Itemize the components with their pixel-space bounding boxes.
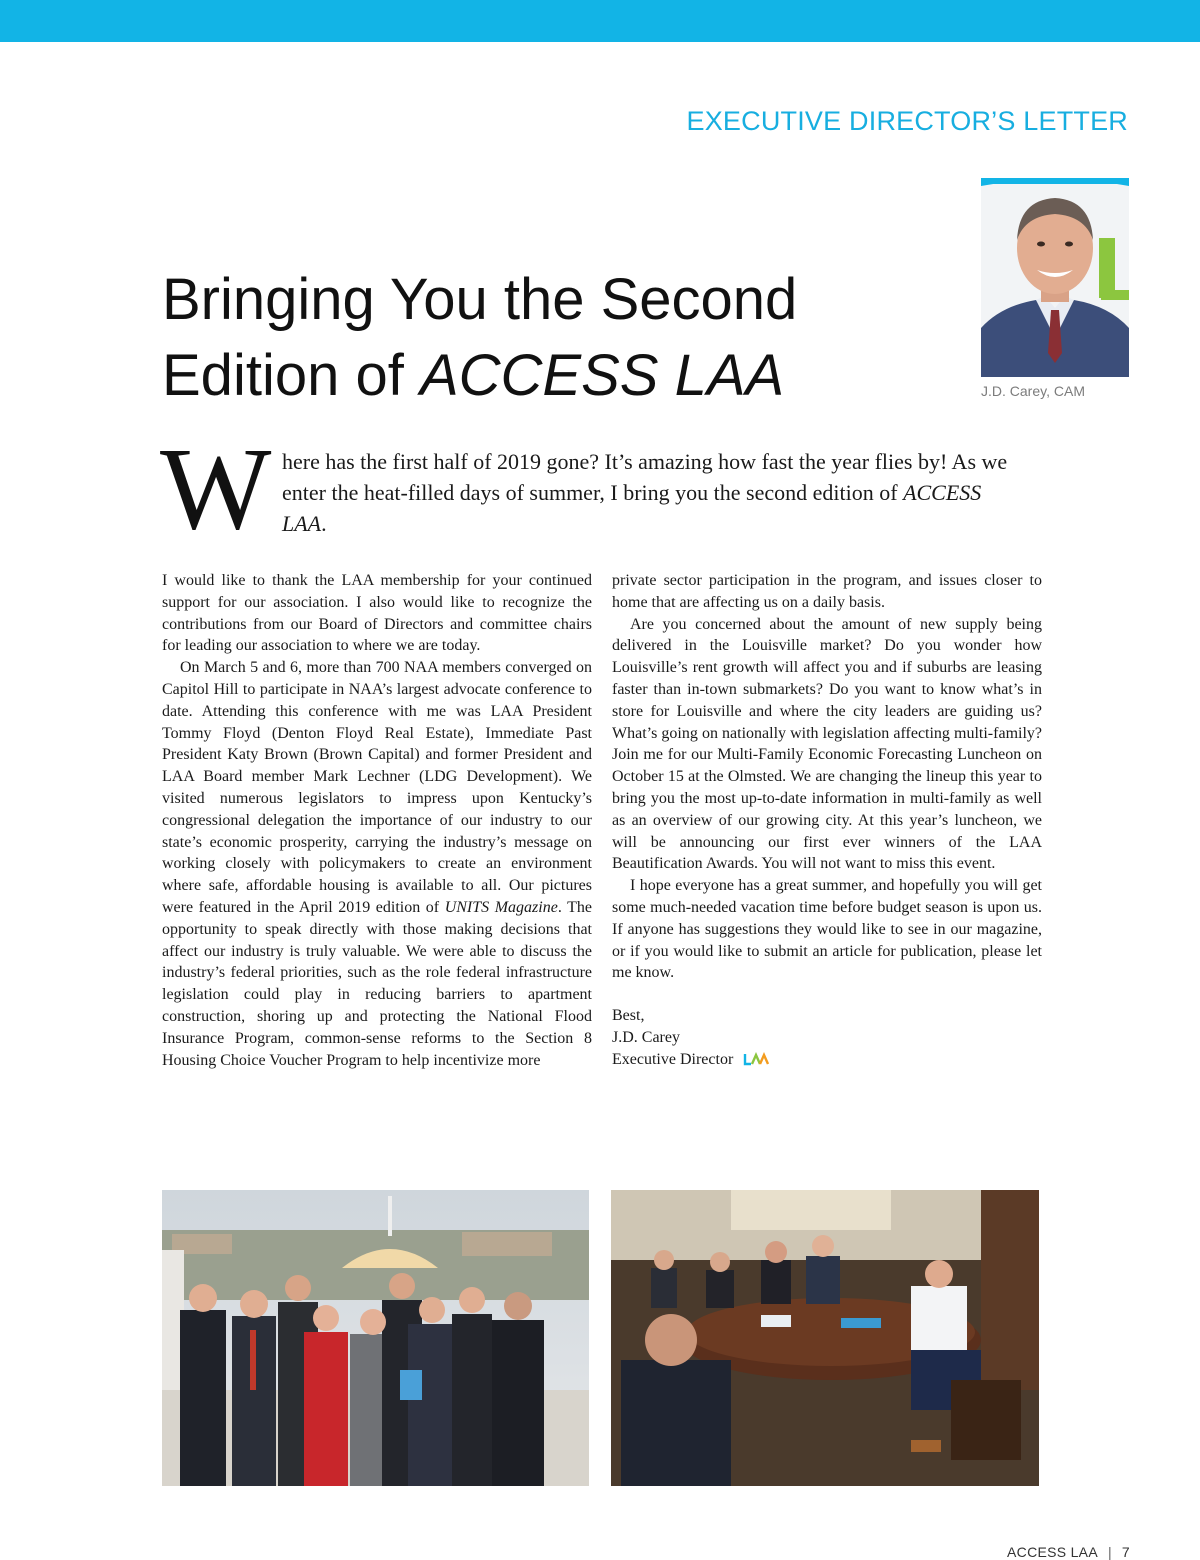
author-portrait bbox=[981, 178, 1129, 377]
section-label: EXECUTIVE DIRECTOR’S LETTER bbox=[686, 106, 1128, 136]
body-paragraph: I hope everyone has a great summer, and hopefully you will get some much-needed vacation time before budget season is upon us. If anyone has suggestions they would like to see in our magazine, or if you would like to submit an article for publication, please let me know. bbox=[612, 877, 1042, 982]
drop-cap: W bbox=[160, 423, 272, 554]
author-portrait-illustration bbox=[981, 178, 1129, 377]
title-publication-name: ACCESS LAA bbox=[419, 343, 785, 408]
legislator-meeting-photo-illustration bbox=[611, 1190, 1039, 1486]
body-text: On March 5 and 6, more than 700 NAA members converged on Capitol Hill to participate in NAA’s largest advocate conference to date. Attending this conference with me was LAA President Tommy Floyd (Denton Floyd Real Estate), Immediate Past President Katy Brown (Brown Capital) and former President and LAA Board member Mark Lechner (LDG Development). We visited numerous legislators to impress upon Kentucky’s congressional delegation the importance of our industry to our state’s economic prosperity, carrying the industry’s message on working closely with policymakers to create an environment where safe, affordable housing is available to all. Our pictures were featured in the April 2019 edition of bbox=[162, 659, 592, 916]
lead-paragraph bbox=[282, 446, 1017, 539]
title-line-1: Bringing You the Second bbox=[162, 267, 798, 332]
body-paragraph: Are you concerned about the amount of new supply being delivered in the Louisville market? Do you wonder how Louisville’s rent growth will affect you and if suburbs are leasing faster than in-town submarkets? Do you want to know what’s in store for Louisville and where the city leaders are guiding us? What’s going on nationally with legislation affecting multi-family? Join me for our Multi-Family Economic Forecasting Luncheon on October 15 at the Olmsted. We are changing the lineup this year to bring you the most up-to-date information in multi-family as well as an overview of our growing city. At this year’s luncheon, we will be announcing our first ever winners of the LAA Beautification Awards. You will not want to miss this event. bbox=[612, 615, 1042, 873]
lead-period: . bbox=[321, 511, 327, 536]
signoff-role-line bbox=[612, 1049, 1042, 1071]
photo-capitol-group bbox=[162, 1190, 589, 1486]
signoff-closing: Best, bbox=[612, 1007, 645, 1025]
portrait-caption: J.D. Carey, CAM bbox=[981, 383, 1085, 399]
signoff-name: J.D. Carey bbox=[612, 1028, 680, 1046]
article-title bbox=[162, 262, 922, 414]
photo-legislator-meeting bbox=[611, 1190, 1039, 1486]
laa-logo-icon bbox=[743, 1052, 771, 1066]
magazine-title: UNITS Magazine bbox=[444, 898, 558, 916]
body-paragraph bbox=[162, 657, 592, 1071]
capitol-group-photo-illustration bbox=[162, 1190, 589, 1486]
footer-publication: ACCESS LAA bbox=[1007, 1544, 1098, 1560]
body-column-left bbox=[162, 570, 592, 1071]
title-line-2-prefix: Edition of bbox=[162, 343, 420, 408]
signoff-role: Executive Director bbox=[612, 1050, 734, 1068]
body-paragraph: private sector participation in the program, and issues closer to home that are affecting us on a daily basis. bbox=[612, 572, 1042, 611]
top-accent-bar bbox=[0, 0, 1200, 42]
page-number: 7 bbox=[1121, 1544, 1130, 1560]
body-paragraph: I would like to thank the LAA membership for your continued support for our association. I also would like to recognize the contributions from our Board of Directors and committee chairs for leading our association to where we are today. bbox=[162, 572, 592, 655]
footer-separator: | bbox=[1107, 1544, 1112, 1560]
lead-publication-name: ACCESS LAA bbox=[282, 480, 982, 536]
body-column-right bbox=[612, 570, 1042, 1071]
signoff bbox=[612, 1005, 1042, 1070]
body-text: . The opportunity to speak directly with those making decisions that affect our industry is truly valuable. We were able to discuss the industry’s federal priorities, such as the role federal infrastructure legislation could play in reducing barriers to apartment construction, shoring up and protecting the National Flood Insurance Program, common-sense reforms to the Section 8 Housing Choice Voucher Program to help incentivize more bbox=[162, 898, 592, 1069]
lead-text: here has the first half of 2019 gone? It’s amazing how fast the year flies by! As we enter the heat-filled days of summer, I bring you the second edition of bbox=[282, 449, 1008, 505]
